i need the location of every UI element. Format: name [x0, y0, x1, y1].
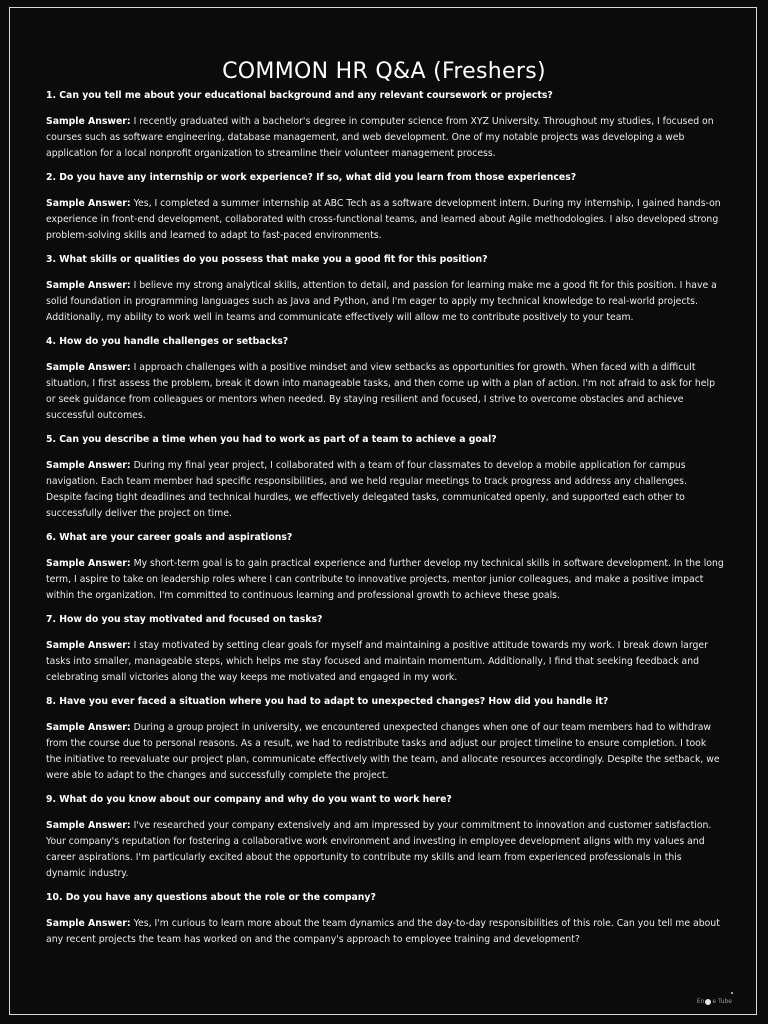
question: 5. Can you describe a time when you had to work as part of a team to achieve a goal? — [46, 434, 497, 445]
question: 9. What do you know about our company and why do you want to work here? — [46, 794, 452, 805]
question: 10. Do you have any questions about the role or the company? — [46, 892, 376, 903]
question: 2. Do you have any internship or work experience? If so, what did you learn from those experiences? — [46, 172, 577, 183]
qa-item-4 — [46, 335, 724, 424]
answer — [46, 818, 724, 882]
question: 4. How do you handle challenges or setbacks? — [46, 336, 289, 347]
answer — [46, 916, 724, 948]
qa-item-3 — [46, 253, 724, 326]
watermark-dot — [731, 992, 733, 994]
answer — [46, 360, 724, 424]
answer — [46, 638, 724, 686]
qa-item-1 — [46, 89, 724, 162]
answer — [46, 556, 724, 604]
qa-list — [46, 89, 724, 957]
question: 7. How do you stay motivated and focused on tasks? — [46, 614, 323, 625]
question: 6. What are your career goals and aspirations? — [46, 532, 293, 543]
qa-item-9 — [46, 793, 724, 882]
answer-text: During a group project in university, we encountered unexpected changes when one of our team members had to withdraw from the course due to personal reasons. As a result, we had to redistribute tasks and adjust our project timeline to ensure completion. I took the initiative to reevaluate our project plan, communicate effectively with the team, and allocate resources accordingly. Despite the setback, we were able to adapt to the changes and successfully complete the project. — [46, 722, 720, 781]
answer-text: I recently graduated with a bachelor's degree in computer science from XYZ University. Throughout my studies, I focused on courses such as software engineering, database management, and web development. One of my notable projects was developing a web application for a local nonprofit organization to streamline their volunteer management process. — [46, 116, 714, 159]
question: 1. Can you tell me about your educational background and any relevant coursework or projects? — [46, 90, 553, 101]
answer-text: Yes, I completed a summer internship at ABC Tech as a software development intern. During my internship, I gained hands-on experience in front-end development, collaborated with cross-functional teams, and learned about Agile methodologies. I also developed strong problem-solving skills and learned to adapt to fast-paced environments. — [46, 198, 721, 241]
question: 3. What skills or qualities do you possess that make you a good fit for this position? — [46, 254, 488, 265]
qa-item-2 — [46, 171, 724, 244]
answer-text: My short-term goal is to gain practical experience and further develop my technical skills in software development. In the long term, I aspire to take on leadership roles where I can contribute to innovative projects, mentor junior colleagues, and make a positive impact within the organization. I'm committed to continuous learning and professional growth to achieve these goals. — [46, 558, 724, 601]
answer-label: Sample Answer: — [46, 362, 131, 373]
answer — [46, 196, 724, 244]
answer-text: Yes, I'm curious to learn more about the team dynamics and the day-to-day responsibilities of this role. Can you tell me about any recent projects the team has worked on and the company's approach to employee training and development? — [46, 918, 720, 945]
answer — [46, 720, 724, 784]
watermark-text-left: En — [696, 998, 705, 1005]
answer — [46, 114, 724, 162]
qa-item-5 — [46, 433, 724, 522]
answer-text: During my final year project, I collaborated with a team of four classmates to develop a mobile application for campus navigation. Each team member had specific responsibilities, and we held regular meetings to track progress and address any challenges. Despite facing tight deadlines and technical hurdles, we effectively delegated tasks, communicated openly, and supported each other to successfully deliver the project on time. — [46, 460, 687, 519]
answer — [46, 458, 724, 522]
answer-label: Sample Answer: — [46, 640, 131, 651]
page-title: COMMON HR Q&A (Freshers) — [222, 58, 546, 84]
answer-label: Sample Answer: — [46, 198, 131, 209]
check-circle-icon — [705, 999, 711, 1005]
answer-label: Sample Answer: — [46, 116, 131, 127]
watermark — [697, 998, 732, 1005]
answer-label: Sample Answer: — [46, 280, 131, 291]
answer-text: I believe my strong analytical skills, attention to detail, and passion for learning make me a good fit for this position. I have a solid foundation in programming languages such as Java and Python, and I'm eager to apply my technical knowledge to real-world projects. Additionally, my ability to work well in teams and communicate effectively will allow me to contribute positively to your team. — [46, 280, 717, 323]
answer-label: Sample Answer: — [46, 558, 131, 569]
qa-item-8 — [46, 695, 724, 784]
qa-item-7 — [46, 613, 724, 686]
answer-label: Sample Answer: — [46, 722, 131, 733]
question: 8. Have you ever faced a situation where you had to adapt to unexpected changes? How did you handle it? — [46, 696, 609, 707]
qa-item-10 — [46, 891, 724, 948]
answer-text: I approach challenges with a positive mindset and view setbacks as opportunities for growth. When faced with a difficult situation, I first assess the problem, break it down into manageable tasks, and then come up with a plan of action. I'm not afraid to ask for help or seek guidance from colleagues or mentors when needed. By staying resilient and focused, I strive to overcome obstacles and achieve successful outcomes. — [46, 362, 715, 421]
answer-label: Sample Answer: — [46, 820, 131, 831]
qa-item-6 — [46, 531, 724, 604]
watermark-text-right: e Tube — [712, 998, 732, 1005]
answer-text: I stay motivated by setting clear goals for myself and maintaining a positive attitude towards my work. I break down larger tasks into smaller, manageable steps, which helps me stay focused and maintain momentum. Additionally, I find that seeking feedback and celebrating small victories along the way keeps me motivated and engaged in my work. — [46, 640, 708, 683]
answer-label: Sample Answer: — [46, 460, 131, 471]
answer-label: Sample Answer: — [46, 918, 131, 929]
answer-text: I've researched your company extensively and am impressed by your commitment to innovation and customer satisfaction. Your company's reputation for fostering a collaborative work environment and investing in employee development aligns with my values and career aspirations. I'm particularly excited about the opportunity to contribute my skills and learn from experienced professionals in this dynamic industry. — [46, 820, 712, 879]
answer — [46, 278, 724, 326]
